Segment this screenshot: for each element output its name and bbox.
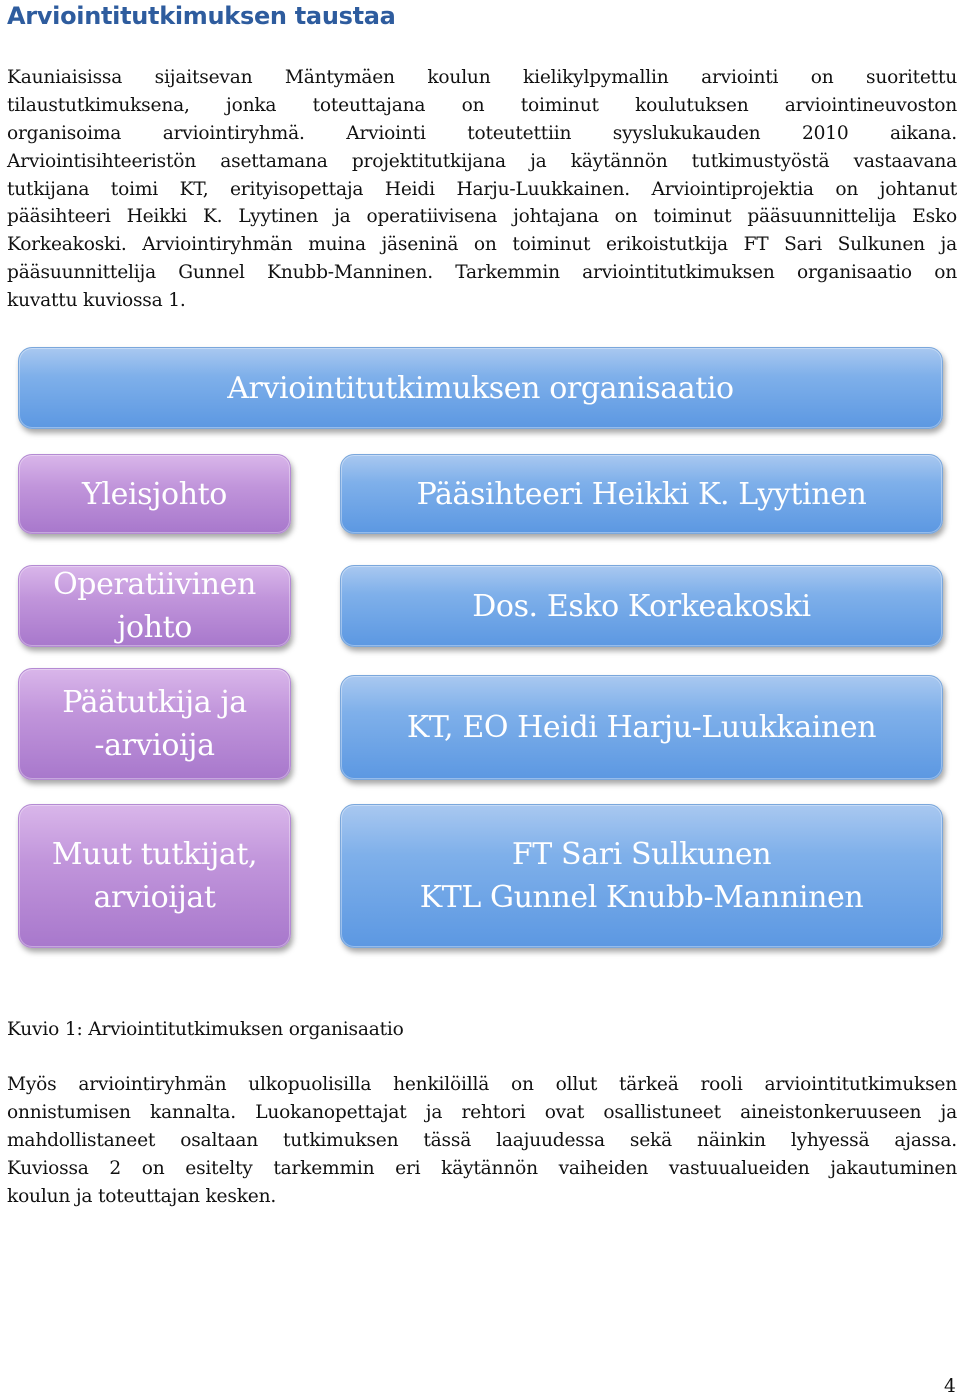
paragraph-line: koulun ja toteuttajan kesken. <box>7 1185 277 1207</box>
paragraph-line: Arviointisihteeristön asettamana projektitutkijana ja käytännön tutkimustyöstä vastaavana <box>7 150 957 172</box>
paragraph-line: Kuviossa 2 on esitelty tarkemmin eri käytännön vaiheiden vastuualueiden jakautuminen <box>7 1157 957 1179</box>
role-label: Päätutkija ja <box>62 685 247 720</box>
person-box-other-researchers <box>340 804 943 948</box>
paragraph-line: tutkijana toimi KT, erityisopettaja Heidi Harju-Luukkainen. Arviointiprojektia on johtanut <box>7 178 957 200</box>
paragraph-line: kuvattu kuviossa 1. <box>7 290 186 312</box>
paragraph-line: mahdollistaneet osaltaan tutkimuksen tässä laajuudessa sekä näinkin lyhyessä ajassa. <box>7 1129 957 1151</box>
paragraph-line: organisoima arviointiryhmä. Arviointi toteutettiin syyslukukauden 2010 aikana. <box>7 122 957 144</box>
figure-caption: Kuvio 1: Arviointitutkimuksen organisaatio <box>7 1019 404 1040</box>
role-label: -arvioija <box>94 728 215 763</box>
paragraph-line: Korkeakoski. Arviointiryhmän muina jäseninä on toiminut erikoistutkija FT Sari Sulkunen ja <box>7 234 957 256</box>
role-label: Muut tutkijat, <box>51 837 258 872</box>
role-label: johto <box>117 610 192 645</box>
paragraph-line: onnistumisen kannalta. Luokanopettajat ja rehtori ovat osallistuneet aineistonkeruuseen ja <box>7 1101 957 1123</box>
closing-paragraph <box>7 1071 957 1210</box>
person-box-lead-researcher <box>340 675 943 780</box>
person-label: KTL Gunnel Knubb-Manninen <box>419 880 864 915</box>
person-label: Dos. Esko Korkeakoski <box>472 588 811 624</box>
person-label: Pääsihteeri Heikki K. Lyytinen <box>416 476 867 512</box>
role-label: arvioijat <box>93 880 216 915</box>
page-number: 4 <box>944 1376 956 1397</box>
person-box-general-management <box>340 454 943 534</box>
person-label: FT Sari Sulkunen <box>511 837 772 872</box>
section-heading: Arviointitutkimuksen taustaa <box>7 2 396 30</box>
role-box-general-management <box>18 454 291 534</box>
paragraph-line: pääsihteeri Heikki K. Lyytinen ja operatiivisena johtajana on toiminut pääsuunnittelija Esko <box>7 206 957 228</box>
person-label: KT, EO Heidi Harju-Luukkainen <box>406 710 877 745</box>
paragraph-line: tilaustutkimuksena, jonka toteuttajana on toiminut koulutuksen arviointineuvoston <box>7 94 957 116</box>
person-box-operative-management <box>340 565 943 647</box>
diagram-title: Arviointitutkimuksen organisaatio <box>227 370 734 406</box>
role-box-operative-management <box>18 565 291 647</box>
paragraph-line: pääsuunnittelija Gunnel Knubb-Manninen. Tarkemmin arviointitutkimuksen organisaatio on <box>7 262 957 284</box>
paragraph-line: Myös arviointiryhmän ulkopuolisilla henkilöillä on ollut tärkeä rooli arviointitutkimuksen <box>7 1074 957 1095</box>
role-label: Operatiivinen <box>53 567 256 602</box>
role-label: Yleisjohto <box>82 476 227 512</box>
intro-paragraph <box>7 64 957 315</box>
role-box-other-researchers <box>18 804 291 948</box>
diagram-title-box <box>18 347 943 429</box>
role-box-lead-researcher <box>18 668 291 780</box>
paragraph-line: Kauniaisissa sijaitsevan Mäntymäen koulun kielikylpymallin arviointi on suoritettu <box>7 67 957 88</box>
